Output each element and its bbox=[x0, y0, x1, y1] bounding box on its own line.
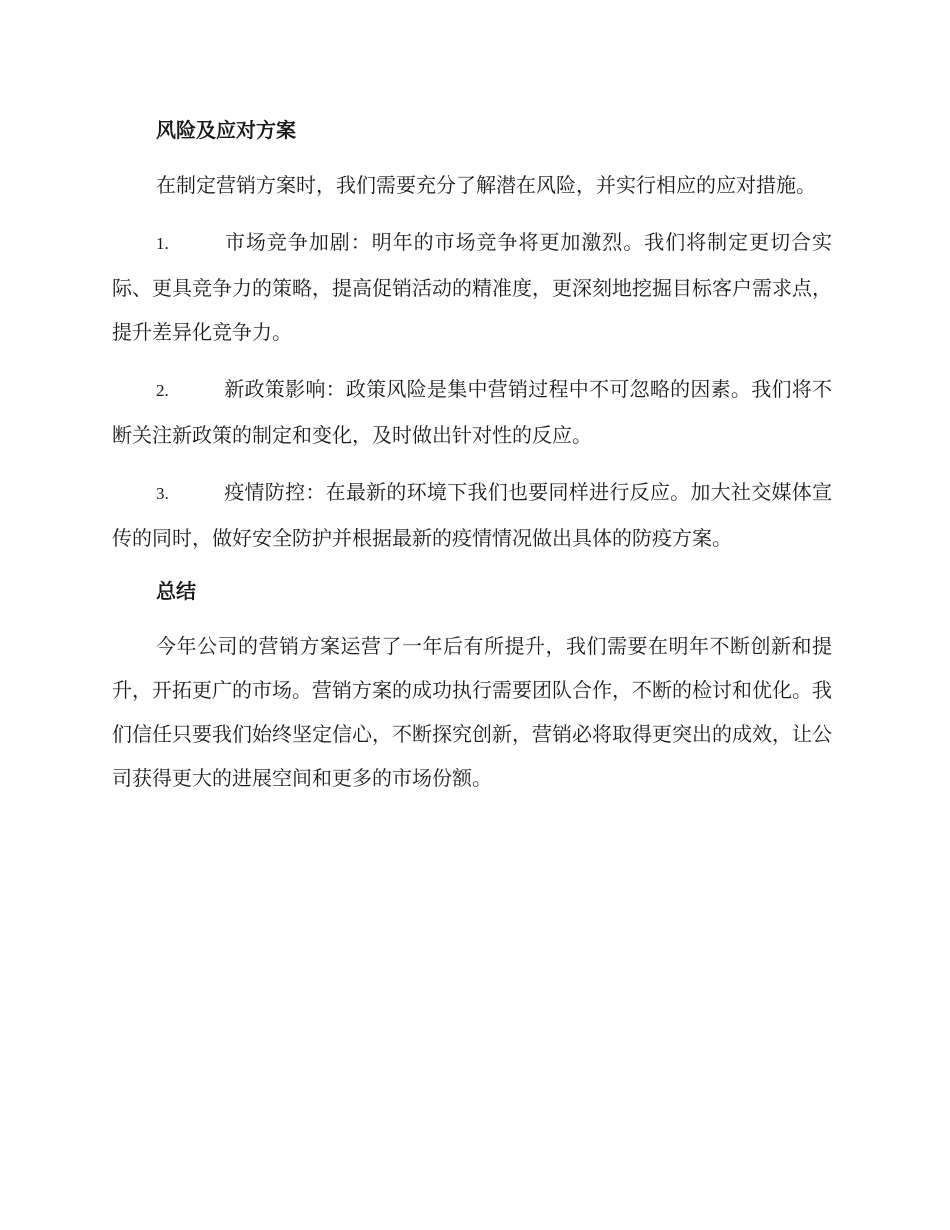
list-number: 1. bbox=[156, 234, 169, 253]
list-item-text: 疫情防控：在最新的环境下我们也要同样进行反应。加大社交媒体宣传的同时，做好安全防护并根据最新的疫情情况做出具体的防疫方案。 bbox=[112, 480, 832, 550]
list-number: 3. bbox=[156, 484, 169, 503]
risk-item-3 bbox=[112, 470, 832, 560]
risk-item-2 bbox=[112, 367, 832, 457]
summary-paragraph: 今年公司的营销方案运营了一年后有所提升，我们需要在明年不断创新和提升，开拓更广的市场。营销方案的成功执行需要团队合作，不断的检讨和优化。我们信任只要我们始终坚定信心，不断探究创新，营销必将取得更突出的成效，让公司获得更大的进展空间和更多的市场份额。 bbox=[112, 634, 832, 790]
document-page bbox=[112, 112, 832, 813]
risks-intro-paragraph: 在制定营销方案时，我们需要充分了解潜在风险，并实行相应的应对措施。 bbox=[156, 173, 816, 197]
list-number: 2. bbox=[156, 381, 169, 400]
list-item-text: 新政策影响：政策风险是集中营销过程中不可忽略的因素。我们将不断关注新政策的制定和变化，及时做出针对性的反应。 bbox=[112, 377, 832, 447]
risk-item-1 bbox=[112, 220, 832, 354]
section-heading-risks: 风险及应对方案 bbox=[156, 118, 296, 142]
section-heading-summary: 总结 bbox=[156, 579, 196, 603]
list-item-text: 市场竞争加剧：明年的市场竞争将更加激烈。我们将制定更切合实际、更具竞争力的策略，提高促销活动的精准度，更深刻地挖掘目标客户需求点，提升差异化竞争力。 bbox=[112, 230, 832, 344]
